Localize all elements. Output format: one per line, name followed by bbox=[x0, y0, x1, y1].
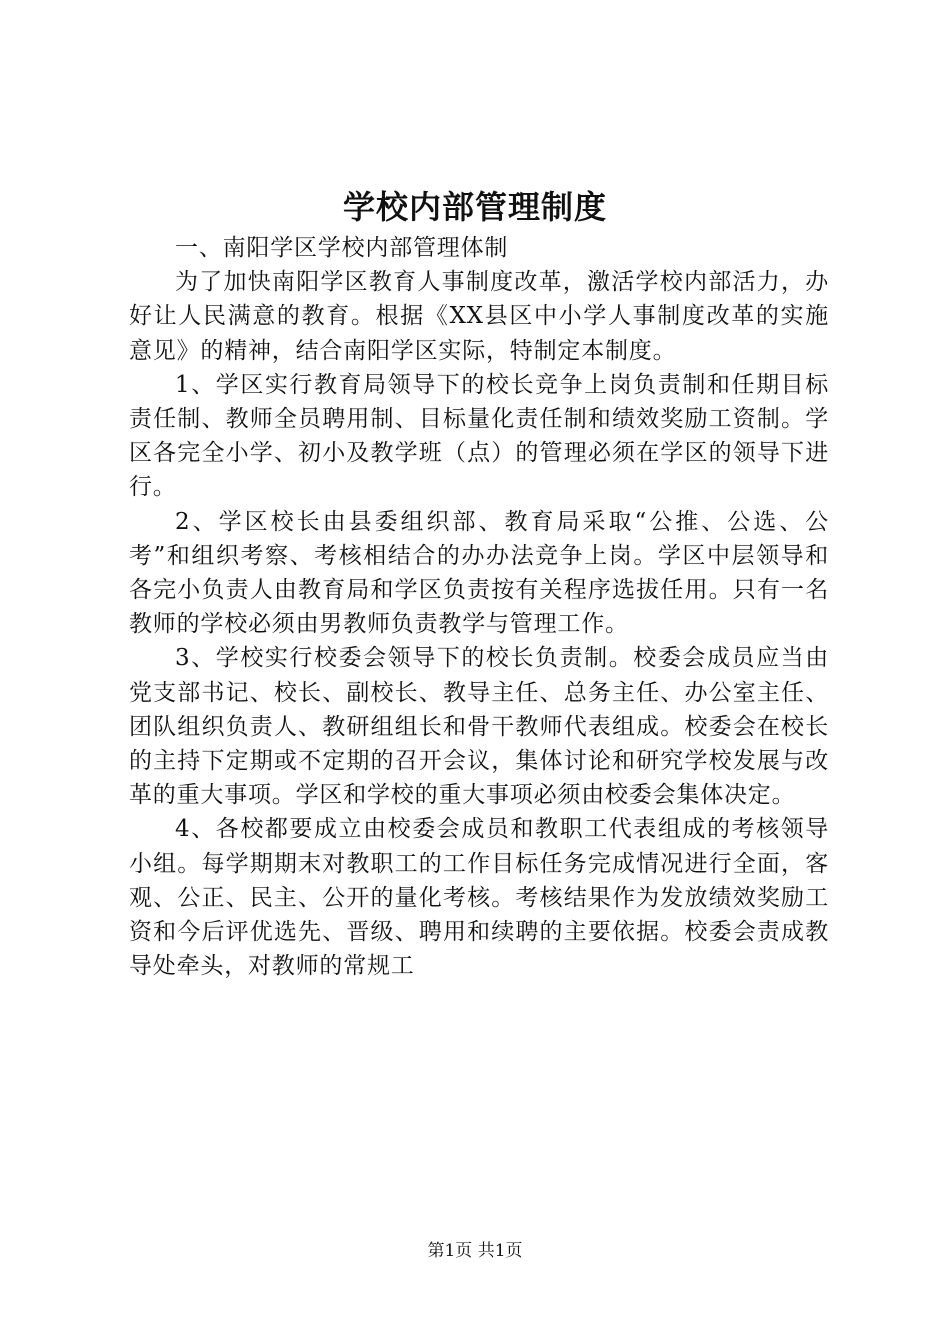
section-heading: 一、南阳学区学校内部管理体制 bbox=[175, 235, 509, 261]
paragraph-item-3: 3、学校实行校委会领导下的校长负责制。校委会成员应当由党支部书记、校长、副校长、教导主任、总务主任、办公室主任、团队组织负责人、教研组组长和骨干教师代表组成。校委会在校长的主持下定期或不定期的召开会议，集体讨论和研究学校发展与改革的重大事项。学区和学校的重大事项必须由校委会集体决定。 bbox=[129, 645, 829, 809]
document-body bbox=[129, 231, 829, 983]
paragraph-item-2: 2、学区校长由县委组织部、教育局采取“公推、公选、公考”和组织考察、考核相结合的办办法竞争上岗。学区中层领导和各完小负责人由教育局和学区负责按有关程序选拔任用。只有一名教师的学校必须由男教师负责教学与管理工作。 bbox=[129, 508, 829, 638]
paragraph-item-4: 4、各校都要成立由校委会成员和教职工代表组成的考核领导小组。每学期期末对教职工的工作目标任务完成情况进行全面，客观、公正、民主、公开的量化考核。考核结果作为发放绩效奖励工资和今后评优选先、晋级、聘用和续聘的主要依据。校委会责成教导处牵头，对教师的常规工 bbox=[129, 816, 829, 980]
paragraph-item-1: 1、学区实行教育局领导下的校长竞争上岗负责制和任期目标责任制、教师全员聘用制、目标量化责任制和绩效奖励工资制。学区各完全小学、初小及教学班（点）的管理必须在学区的领导下进行。 bbox=[129, 371, 829, 501]
paragraph-intro: 为了加快南阳学区教育人事制度改革，激活学校内部活力，办好让人民满意的教育。根据《XX县区中小学人事制度改革的实施意见》的精神，结合南阳学区实际，特制定本制度。 bbox=[129, 269, 829, 364]
document-title: 学校内部管理制度 bbox=[342, 188, 607, 226]
page-number-footer: 第1页 共1页 bbox=[427, 1241, 523, 1261]
